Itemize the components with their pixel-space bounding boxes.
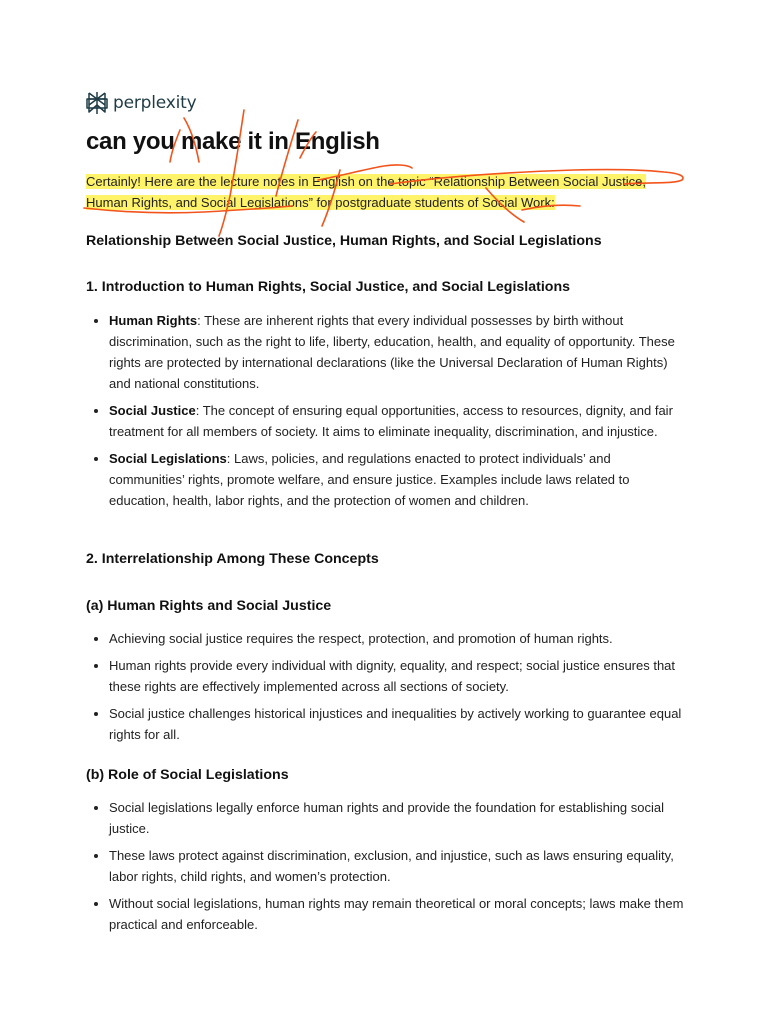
list-item	[86, 628, 686, 649]
intro-paragraph	[86, 171, 686, 213]
section-heading-introduction: 1. Introduction to Human Rights, Social Justice, and Social Legislations	[86, 279, 571, 295]
highlighted-intro-text: Certainly! Here are the lecture notes in English on the topic “Relationship Between Social Justice, Human Rights, and Social Legislations” for postgraduate students of Social Work:	[86, 174, 647, 210]
list-item-text: Without social legislations, human rights may remain theoretical or moral concepts; laws make them practical and enforceable.	[109, 896, 684, 932]
list-item-term: Social Justice	[109, 403, 196, 418]
list-item-text: : Laws, policies, and regulations enacted to protect individuals’ and communities’ rights, promote welfare, and ensure justice. Examples include laws related to education, health, labor rights, and the protection of women and children.	[109, 451, 630, 508]
list-item	[86, 448, 686, 511]
question-title: can you make it in English	[86, 128, 380, 155]
brand-logo	[86, 90, 196, 116]
list-item-text: Achieving social justice requires the respect, protection, and promotion of human rights.	[109, 631, 613, 646]
list-item-text: Social justice challenges historical injustices and inequalities by actively working to guarantee equal rights for all.	[109, 706, 682, 742]
list-item	[86, 703, 686, 745]
list-item	[86, 655, 686, 697]
list-item-term: Human Rights	[109, 313, 198, 328]
list-item-text: Social legislations legally enforce human rights and provide the foundation for establishing social justice.	[109, 800, 665, 836]
list-human-rights-social-justice	[86, 628, 686, 751]
list-introduction	[86, 310, 686, 517]
list-item-text: These laws protect against discrimination, exclusion, and injustice, such as laws ensuring equality, labor rights, child rights, and women’s protection.	[109, 848, 674, 884]
list-item	[86, 893, 686, 935]
list-item-text: Human rights provide every individual with dignity, equality, and respect; social justice ensures that these rights are effectively implemented across all sections of society.	[109, 658, 676, 694]
subsection-heading-human-rights-social-justice: (a) Human Rights and Social Justice	[86, 598, 332, 614]
brand-name: perplexity	[113, 93, 197, 113]
list-item-text: : These are inherent rights that every individual possesses by birth without discrimination, such as the right to life, liberty, education, health, and equality of opportunity. These rights are protected by international declarations (like the Universal Declaration of Human Rights) and national constitutions.	[109, 313, 675, 391]
perplexity-logo-icon	[86, 91, 108, 115]
list-item	[86, 845, 686, 887]
list-item-term: Social Legislations	[109, 451, 227, 466]
list-social-legislations	[86, 797, 686, 941]
subsection-heading-social-legislations: (b) Role of Social Legislations	[86, 767, 289, 783]
list-item	[86, 797, 686, 839]
list-item	[86, 400, 686, 442]
list-item	[86, 310, 686, 394]
document-heading: Relationship Between Social Justice, Human Rights, and Social Legislations	[86, 233, 602, 249]
section-heading-interrelationship: 2. Interrelationship Among These Concepts	[86, 551, 379, 567]
list-item-text: : The concept of ensuring equal opportunities, access to resources, dignity, and fair treatment for all members of society. It aims to eliminate inequality, discrimination, and injustice.	[109, 403, 673, 439]
